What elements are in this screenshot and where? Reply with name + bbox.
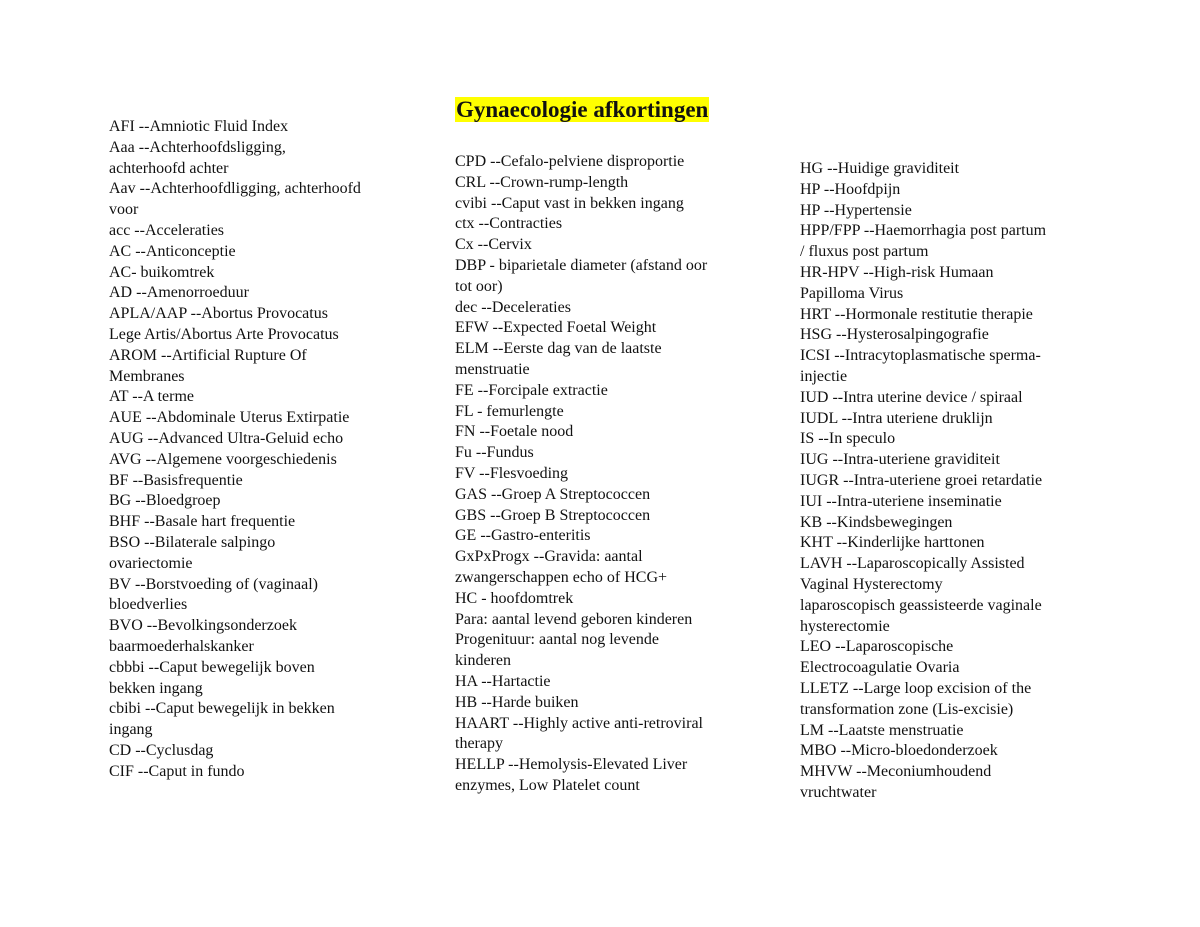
- abbreviation-line: baarmoederhalskanker: [109, 637, 254, 655]
- abbreviation-line: kinderen: [455, 652, 511, 670]
- abbreviation-line: AFI --Amniotic Fluid Index: [109, 118, 289, 135]
- abbreviation-line: GAS --Groep A Streptococcen: [455, 485, 651, 503]
- abbreviation-line: Fu --Fundus: [455, 444, 534, 462]
- abbreviation-line: Electrocoagulatie Ovaria: [800, 659, 960, 677]
- abbreviation-line: IUDL --Intra uteriene druklijn: [800, 409, 993, 427]
- abbreviation-line: HPP/FPP --Haemorrhagia post partum: [800, 222, 1047, 240]
- abbreviation-line: Progenituur: aantal nog levende: [455, 631, 659, 649]
- abbreviation-line: MBO --Micro-bloedonderzoek: [800, 742, 998, 760]
- abbreviation-line: HC - hoofdomtrek: [455, 589, 574, 607]
- abbreviation-line: Cx --Cervix: [455, 236, 532, 254]
- abbreviation-line: ingang: [109, 721, 153, 739]
- abbreviation-line: bloedverlies: [109, 596, 188, 614]
- abbreviation-line: IS --In speculo: [800, 430, 896, 448]
- abbreviation-line: Para: aantal levend geboren kinderen: [455, 610, 693, 628]
- abbreviation-line: / fluxus post partum: [800, 243, 929, 261]
- abbreviation-line: HRT --Hormonale restitutie therapie: [800, 305, 1033, 323]
- abbreviation-line: HA --Hartactie: [455, 672, 551, 690]
- abbreviation-line: GxPxProgx --Gravida: aantal: [455, 548, 643, 566]
- abbreviation-line: hysterectomie: [800, 617, 890, 635]
- abbreviation-line: FN --Foetale nood: [455, 423, 574, 441]
- abbreviation-line: BSO --Bilaterale salpingo: [109, 533, 276, 551]
- abbreviation-line: HP --Hypertensie: [800, 201, 912, 219]
- abbreviation-column-3: [800, 159, 1100, 804]
- abbreviation-line: GE --Gastro-enteritis: [455, 527, 591, 545]
- abbreviation-line: BV --Borstvoeding of (vaginaal): [109, 575, 318, 593]
- abbreviation-line: CIF --Caput in fundo: [109, 762, 245, 780]
- abbreviation-line: HB --Harde buiken: [455, 693, 579, 711]
- abbreviation-line: Lege Artis/Abortus Arte Provocatus: [109, 325, 339, 343]
- abbreviation-line: laparoscopisch geassisteerde vaginale: [800, 596, 1042, 614]
- abbreviation-line: tot oor): [455, 277, 503, 295]
- abbreviation-line: Papilloma Virus: [800, 284, 904, 302]
- abbreviation-line: AC --Anticonceptie: [109, 242, 236, 260]
- abbreviation-line: FV --Flesvoeding: [455, 464, 569, 482]
- abbreviation-line: cvibi --Caput vast in bekken ingang: [455, 194, 684, 212]
- abbreviation-line: AUG --Advanced Ultra-Geluid echo: [109, 429, 344, 447]
- abbreviation-line: BG --Bloedgroep: [109, 492, 221, 510]
- abbreviation-line: ELM --Eerste dag van de laatste: [455, 340, 662, 358]
- abbreviation-line: CPD --Cefalo-pelviene disproportie: [455, 153, 685, 170]
- abbreviation-line: AC- buikomtrek: [109, 263, 215, 281]
- abbreviation-line: zwangerschappen echo of HCG+: [455, 568, 668, 586]
- abbreviation-line: ctx --Contracties: [455, 215, 563, 233]
- abbreviation-line: AD --Amenorroeduur: [109, 284, 249, 302]
- abbreviation-line: dec --Deceleraties: [455, 298, 571, 316]
- abbreviation-line: cbibi --Caput bewegelijk in bekken: [109, 700, 335, 718]
- abbreviation-column-2: [455, 152, 755, 797]
- abbreviation-line: HR-HPV --High-risk Humaan: [800, 263, 994, 281]
- abbreviation-line: HSG --Hysterosalpingografie: [800, 326, 989, 344]
- abbreviation-line: HAART --Highly active anti-retroviral: [455, 714, 703, 732]
- abbreviation-line: bekken ingang: [109, 679, 203, 697]
- abbreviation-line: Aaa --Achterhoofdsligging,: [109, 138, 286, 156]
- abbreviation-line: enzymes, Low Platelet count: [455, 776, 640, 794]
- abbreviation-line: APLA/AAP --Abortus Provocatus: [109, 305, 328, 323]
- abbreviation-line: BHF --Basale hart frequentie: [109, 513, 296, 531]
- abbreviation-line: LEO --Laparoscopische: [800, 638, 954, 656]
- abbreviation-line: Vaginal Hysterectomy: [800, 575, 943, 593]
- abbreviation-line: EFW --Expected Foetal Weight: [455, 319, 657, 337]
- abbreviation-line: Membranes: [109, 367, 185, 385]
- abbreviation-line: AROM --Artificial Rupture Of: [109, 346, 307, 364]
- page-title-text: Gynaecologie afkortingen: [456, 97, 709, 122]
- abbreviation-line: LLETZ --Large loop excision of the: [800, 679, 1032, 697]
- abbreviation-column-1: [109, 117, 409, 783]
- abbreviation-line: KB --Kindsbewegingen: [800, 513, 953, 531]
- abbreviation-line: DBP - biparietale diameter (afstand oor: [455, 256, 708, 274]
- abbreviation-line: achterhoofd achter: [109, 159, 229, 177]
- abbreviation-line: LAVH --Laparoscopically Assisted: [800, 555, 1025, 573]
- abbreviation-line: FL - femurlengte: [455, 402, 564, 420]
- page-title: [455, 96, 709, 124]
- abbreviation-line: MHVW --Meconiumhoudend: [800, 763, 992, 781]
- abbreviation-line: CRL --Crown-rump-length: [455, 173, 629, 191]
- abbreviation-line: Aav --Achterhoofdligging, achterhoofd: [109, 180, 361, 198]
- abbreviation-line: injectie: [800, 367, 848, 385]
- abbreviation-line: HG --Huidige graviditeit: [800, 160, 960, 177]
- abbreviation-line: HELLP --Hemolysis-Elevated Liver: [455, 756, 688, 774]
- abbreviation-line: AT --A terme: [109, 388, 195, 406]
- abbreviation-line: BVO --Bevolkingsonderzoek: [109, 617, 297, 635]
- abbreviation-line: ovariectomie: [109, 554, 193, 572]
- abbreviation-line: acc --Acceleraties: [109, 221, 225, 239]
- abbreviation-line: HP --Hoofdpijn: [800, 180, 901, 198]
- abbreviation-line: AVG --Algemene voorgeschiedenis: [109, 450, 337, 468]
- abbreviation-line: therapy: [455, 735, 503, 753]
- abbreviation-line: ICSI --Intracytoplasmatische sperma-: [800, 347, 1041, 365]
- abbreviation-line: IUG --Intra-uteriene graviditeit: [800, 451, 1000, 469]
- abbreviation-line: KHT --Kinderlijke harttonen: [800, 534, 985, 552]
- abbreviation-line: GBS --Groep B Streptococcen: [455, 506, 651, 524]
- abbreviation-line: vruchtwater: [800, 783, 877, 801]
- abbreviation-line: FE --Forcipale extractie: [455, 381, 608, 399]
- abbreviation-line: IUD --Intra uterine device / spiraal: [800, 388, 1023, 406]
- abbreviation-line: IUI --Intra-uteriene inseminatie: [800, 492, 1002, 510]
- abbreviation-line: AUE --Abdominale Uterus Extirpatie: [109, 409, 350, 427]
- abbreviation-line: menstruatie: [455, 360, 530, 378]
- abbreviation-line: IUGR --Intra-uteriene groei retardatie: [800, 471, 1043, 489]
- abbreviation-line: cbbbi --Caput bewegelijk boven: [109, 658, 315, 676]
- abbreviation-line: CD --Cyclusdag: [109, 741, 214, 759]
- abbreviation-line: LM --Laatste menstruatie: [800, 721, 964, 739]
- abbreviation-line: transformation zone (Lis-excisie): [800, 700, 1014, 718]
- abbreviation-line: voor: [109, 201, 139, 219]
- abbreviation-line: BF --Basisfrequentie: [109, 471, 243, 489]
